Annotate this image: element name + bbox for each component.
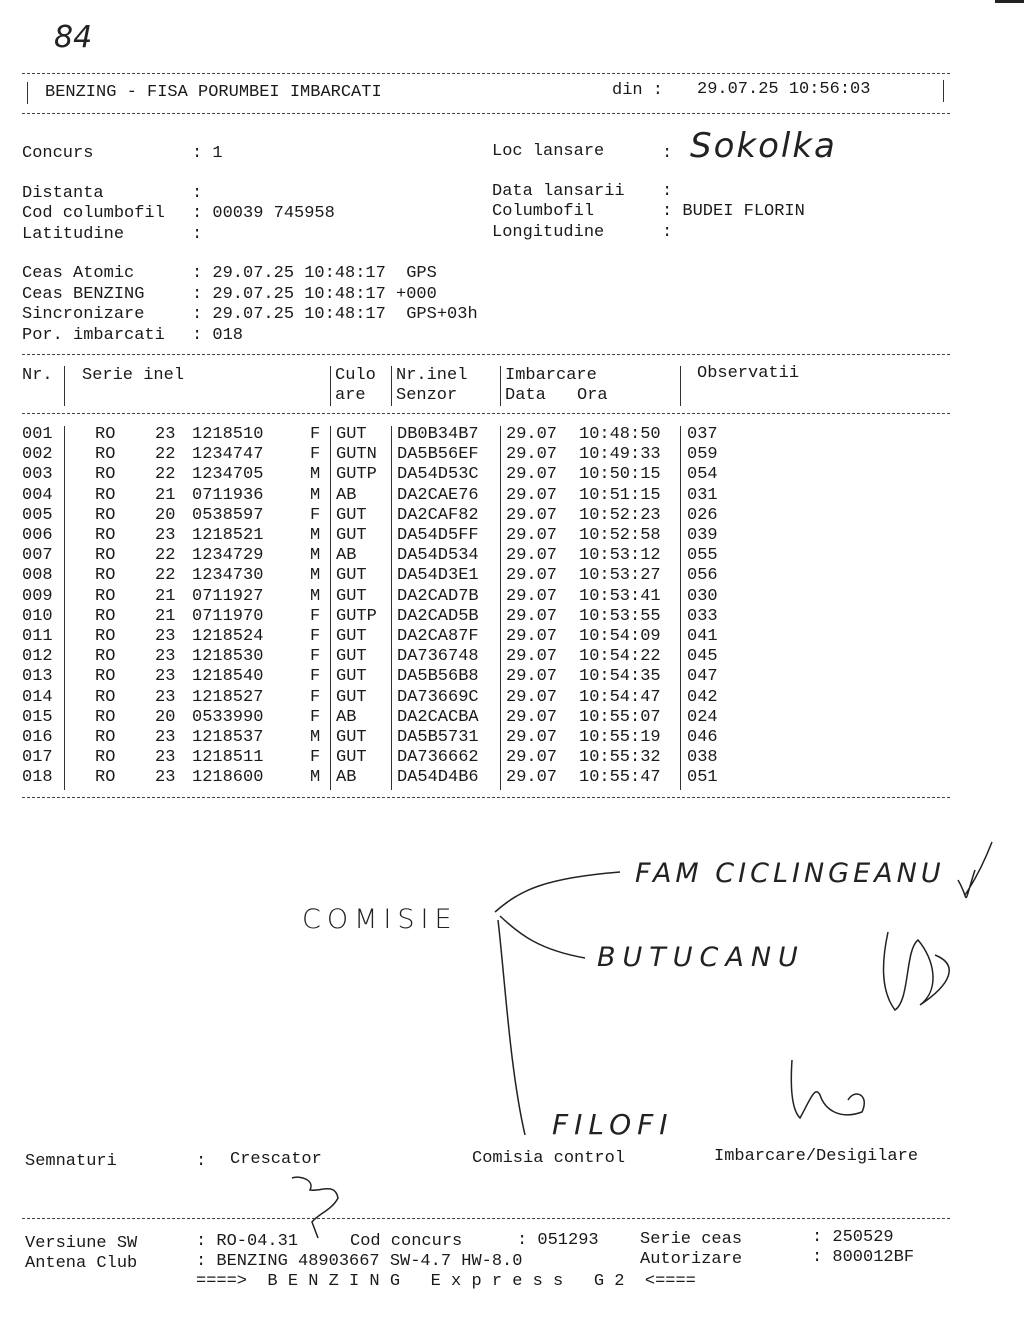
por-imbarcati-value: : 018 [192, 326, 244, 345]
row-observatii: 045 [687, 647, 718, 667]
row-tara: RO [95, 707, 116, 727]
handwritten-name-3: FILOFI [552, 1108, 674, 1141]
row-senzor: DA736748 [397, 647, 479, 667]
row-nr: 007 [22, 546, 53, 566]
row-ora: 10:54:35 [579, 667, 661, 687]
row-observatii: 033 [687, 606, 718, 626]
row-senzor: DA54D4B6 [397, 768, 479, 788]
row-tara: RO [95, 768, 116, 788]
longitudine-value: : [662, 223, 673, 242]
row-tara: RO [95, 445, 116, 465]
concurs-label: Concurs [22, 144, 94, 163]
row-tara: RO [95, 687, 116, 707]
row-sex: M [310, 546, 321, 566]
row-sex: M [310, 768, 321, 788]
row-sex: M [310, 586, 321, 606]
data-lansarii-value: : [662, 182, 673, 201]
col-header-nr: Nr. [22, 366, 53, 385]
loc-lansare-sep: : [662, 144, 673, 163]
row-tara: RO [95, 465, 116, 485]
row-ora: 10:49:33 [579, 445, 661, 465]
row-culoare: GUTN [336, 445, 377, 465]
row-tara: RO [95, 526, 116, 545]
row-tara: RO [95, 647, 116, 667]
row-observatii: 059 [687, 445, 718, 465]
row-data: 29.07 [506, 728, 558, 747]
row-sex: F [310, 606, 321, 626]
document-title: BENZING - FISA PORUMBEI IMBARCATI [45, 83, 382, 102]
row-tara: RO [95, 546, 116, 566]
distanta-label: Distanta [22, 184, 104, 203]
row-senzor: DA2CA87F [397, 627, 479, 646]
row-observatii: 047 [687, 667, 718, 687]
row-observatii: 026 [687, 505, 718, 525]
crescator-label: Crescator [230, 1150, 322, 1169]
row-sex: F [310, 425, 321, 444]
row-data: 29.07 [506, 465, 558, 485]
row-an: 23 [155, 687, 176, 707]
row-culoare: GUT [336, 667, 367, 687]
row-data: 29.07 [506, 687, 558, 707]
row-sex: F [310, 505, 321, 525]
row-nr: 008 [22, 566, 53, 586]
row-culoare: GUTP [336, 465, 377, 485]
row-data: 29.07 [506, 425, 558, 444]
row-ora: 10:54:47 [579, 687, 661, 707]
row-sex: F [310, 748, 321, 768]
row-ora: 10:53:55 [579, 606, 661, 626]
row-tara: RO [95, 566, 116, 586]
row-nr: 010 [22, 606, 53, 626]
row-inel: 1218530 [192, 647, 264, 667]
row-an: 22 [155, 546, 176, 566]
latitudine-label: Latitudine [22, 225, 125, 244]
row-data: 29.07 [506, 667, 558, 687]
row-tara: RO [95, 606, 116, 626]
row-culoare: GUT [336, 505, 367, 525]
ceas-benzing-value: : 29.07.25 10:48:17 +000 [192, 285, 437, 304]
row-an: 23 [155, 526, 176, 545]
por-imbarcati-label: Por. imbarcati [22, 326, 165, 345]
row-nr: 005 [22, 505, 53, 525]
semnaturi-sep: : [196, 1152, 207, 1171]
versiune-label: Versiune SW [25, 1234, 138, 1253]
row-observatii: 031 [687, 485, 718, 505]
handwritten-comisie: COMISIE [302, 904, 458, 935]
row-nr: 016 [22, 728, 53, 747]
autorizare-value: : 800012BF [812, 1248, 915, 1267]
semnaturi-label: Semnaturi [25, 1152, 117, 1171]
row-culoare: GUTP [336, 606, 377, 626]
row-sex: M [310, 566, 321, 586]
row-ora: 10:50:15 [579, 465, 661, 485]
row-senzor: DB0B34B7 [397, 425, 479, 444]
row-observatii: 038 [687, 748, 718, 768]
row-sex: F [310, 707, 321, 727]
row-sex: M [310, 485, 321, 505]
row-nr: 015 [22, 707, 53, 727]
row-senzor: DA54D53C [397, 465, 479, 485]
row-an: 21 [155, 606, 176, 626]
row-an: 23 [155, 667, 176, 687]
row-sex: F [310, 627, 321, 646]
comisia-control-label: Comisia control [472, 1149, 626, 1168]
row-ora: 10:52:23 [579, 505, 661, 525]
row-culoare: GUT [336, 526, 367, 545]
row-sex: F [310, 687, 321, 707]
versiune-value: : RO-04.31 [196, 1232, 299, 1251]
row-culoare: AB [336, 768, 357, 788]
row-an: 23 [155, 425, 176, 444]
row-an: 22 [155, 445, 176, 465]
row-observatii: 046 [687, 728, 718, 747]
row-ora: 10:53:12 [579, 546, 661, 566]
row-ora: 10:52:58 [579, 526, 661, 545]
row-data: 29.07 [506, 768, 558, 788]
col-header-nr-inel-1: Nr.inel [396, 366, 468, 385]
row-senzor: DA2CAF82 [397, 505, 479, 525]
benzing-banner: ====> B E N Z I N G E x p r e s s G 2 <==== [196, 1272, 696, 1291]
row-inel: 1218600 [192, 768, 264, 788]
col-header-nr-inel-2: Senzor [396, 386, 458, 405]
row-an: 22 [155, 566, 176, 586]
row-an: 20 [155, 505, 176, 525]
row-inel: 1218510 [192, 425, 264, 444]
sincronizare-value: : 29.07.25 10:48:17 GPS+03h [192, 305, 478, 324]
row-culoare: GUT [336, 586, 367, 606]
row-inel: 1234730 [192, 566, 264, 586]
row-senzor: DA736662 [397, 748, 479, 768]
row-culoare: AB [336, 485, 357, 505]
handwritten-name-2: BUTUCANU [597, 942, 805, 973]
row-data: 29.07 [506, 445, 558, 465]
row-ora: 10:55:47 [579, 768, 661, 788]
row-an: 21 [155, 485, 176, 505]
row-data: 29.07 [506, 627, 558, 646]
columbofil-value: : BUDEI FLORIN [662, 202, 805, 221]
row-senzor: DA5B56B8 [397, 667, 479, 687]
loc-lansare-handwritten: Sokolka [690, 126, 837, 166]
row-nr: 001 [22, 425, 53, 444]
col-header-culoare-2: are [335, 386, 366, 405]
row-senzor: DA5B5731 [397, 728, 479, 747]
row-inel: 1234729 [192, 546, 264, 566]
row-an: 23 [155, 748, 176, 768]
row-inel: 1234747 [192, 445, 264, 465]
row-data: 29.07 [506, 606, 558, 626]
row-tara: RO [95, 586, 116, 606]
row-an: 23 [155, 647, 176, 667]
longitudine-label: Longitudine [492, 223, 605, 242]
row-sex: F [310, 667, 321, 687]
row-nr: 013 [22, 667, 53, 687]
loc-lansare-label: Loc lansare [492, 142, 605, 161]
din-label: din : [612, 81, 664, 100]
handwritten-name-1: FAM CICLINGEANU [635, 858, 945, 889]
col-header-serie-inel: Serie inel [82, 366, 185, 385]
col-header-data: Data [505, 386, 546, 405]
col-header-observatii: Observatii [697, 364, 800, 383]
row-tara: RO [95, 667, 116, 687]
row-an: 23 [155, 627, 176, 646]
row-sex: M [310, 465, 321, 485]
row-sex: M [310, 728, 321, 747]
row-senzor: DA5B56EF [397, 445, 479, 465]
row-an: 23 [155, 768, 176, 788]
row-ora: 10:53:27 [579, 566, 661, 586]
cod-concurs-label: Cod concurs [350, 1232, 463, 1251]
footer-top-rule [22, 1218, 950, 1219]
row-culoare: AB [336, 707, 357, 727]
row-ora: 10:55:32 [579, 748, 661, 768]
row-data: 29.07 [506, 546, 558, 566]
row-nr: 014 [22, 687, 53, 707]
row-sex: F [310, 445, 321, 465]
row-tara: RO [95, 425, 116, 444]
row-data: 29.07 [506, 566, 558, 586]
serie-ceas-value: : 250529 [812, 1228, 894, 1247]
row-ora: 10:55:19 [579, 728, 661, 747]
row-nr: 017 [22, 748, 53, 768]
row-ora: 10:53:41 [579, 586, 661, 606]
row-culoare: GUT [336, 566, 367, 586]
cod-concurs-value: : 051293 [517, 1231, 599, 1250]
row-nr: 011 [22, 627, 53, 646]
concurs-value: : 1 [192, 144, 223, 163]
row-observatii: 051 [687, 768, 718, 788]
serie-ceas-label: Serie ceas [640, 1230, 743, 1249]
row-observatii: 056 [687, 566, 718, 586]
row-nr: 009 [22, 586, 53, 606]
row-ora: 10:48:50 [579, 425, 661, 444]
row-senzor: DA2CACBA [397, 707, 479, 727]
data-lansarii-label: Data lansarii [492, 182, 625, 201]
row-nr: 003 [22, 465, 53, 485]
sincronizare-label: Sincronizare [22, 305, 145, 324]
row-inel: 0538597 [192, 505, 264, 525]
row-data: 29.07 [506, 505, 558, 525]
row-observatii: 030 [687, 586, 718, 606]
scan-edge-mark [995, 0, 1024, 3]
row-ora: 10:54:09 [579, 627, 661, 646]
row-data: 29.07 [506, 586, 558, 606]
row-senzor: DA73669C [397, 687, 479, 707]
row-an: 20 [155, 707, 176, 727]
row-observatii: 042 [687, 687, 718, 707]
row-nr: 012 [22, 647, 53, 667]
row-nr: 002 [22, 445, 53, 465]
row-ora: 10:54:22 [579, 647, 661, 667]
row-inel: 0711936 [192, 485, 264, 505]
row-an: 21 [155, 586, 176, 606]
ceas-benzing-label: Ceas BENZING [22, 285, 145, 304]
antena-label: Antena Club [25, 1254, 138, 1273]
ceas-atomic-value: : 29.07.25 10:48:17 GPS [192, 264, 437, 283]
din-value: 29.07.25 10:56:03 [697, 80, 871, 99]
row-data: 29.07 [506, 485, 558, 505]
row-culoare: GUT [336, 687, 367, 707]
row-nr: 006 [22, 526, 53, 545]
row-tara: RO [95, 627, 116, 646]
antena-value: : BENZING 48903667 SW-4.7 HW-8.0 [196, 1252, 523, 1271]
row-inel: 1218527 [192, 687, 264, 707]
row-nr: 004 [22, 485, 53, 505]
row-sex: M [310, 526, 321, 545]
row-nr: 018 [22, 768, 53, 788]
row-ora: 10:51:15 [579, 485, 661, 505]
row-inel: 1218521 [192, 526, 264, 545]
row-culoare: GUT [336, 748, 367, 768]
row-tara: RO [95, 728, 116, 747]
row-tara: RO [95, 485, 116, 505]
row-data: 29.07 [506, 647, 558, 667]
col-header-imbarcare: Imbarcare [505, 366, 597, 385]
row-data: 29.07 [506, 707, 558, 727]
row-inel: 1218537 [192, 728, 264, 747]
row-data: 29.07 [506, 526, 558, 545]
page-number-handwritten: 84 [54, 20, 93, 55]
columbofil-label: Columbofil [492, 202, 595, 221]
row-culoare: GUT [336, 728, 367, 747]
row-culoare: GUT [336, 425, 367, 444]
row-culoare: GUT [336, 627, 367, 646]
row-senzor: DA2CAE76 [397, 485, 479, 505]
row-inel: 0711927 [192, 586, 264, 606]
row-inel: 1218524 [192, 627, 264, 646]
row-culoare: AB [336, 546, 357, 566]
row-inel: 0711970 [192, 606, 264, 626]
row-observatii: 055 [687, 546, 718, 566]
row-observatii: 037 [687, 425, 718, 444]
row-senzor: DA54D3E1 [397, 566, 479, 586]
row-observatii: 024 [687, 707, 718, 727]
row-senzor: DA54D534 [397, 546, 479, 566]
latitudine-value: : [192, 225, 203, 244]
row-observatii: 039 [687, 526, 718, 545]
row-ora: 10:55:07 [579, 707, 661, 727]
row-data: 29.07 [506, 748, 558, 768]
autorizare-label: Autorizare [640, 1250, 743, 1269]
row-senzor: DA54D5FF [397, 526, 479, 545]
ceas-atomic-label: Ceas Atomic [22, 264, 135, 283]
row-inel: 1218511 [192, 748, 264, 768]
row-inel: 1234705 [192, 465, 264, 485]
row-an: 23 [155, 728, 176, 747]
distanta-value: : [192, 184, 203, 203]
col-header-ora: Ora [577, 386, 608, 405]
cod-columbofil-value: : 00039 745958 [192, 204, 335, 223]
row-an: 22 [155, 465, 176, 485]
row-sex: F [310, 647, 321, 667]
row-tara: RO [95, 505, 116, 525]
row-senzor: DA2CAD5B [397, 606, 479, 626]
row-observatii: 054 [687, 465, 718, 485]
row-inel: 1218540 [192, 667, 264, 687]
cod-columbofil-label: Cod columbofil [22, 204, 165, 223]
row-inel: 0533990 [192, 707, 264, 727]
row-observatii: 041 [687, 627, 718, 646]
row-senzor: DA2CAD7B [397, 586, 479, 606]
imbarcare-desigilare-label: Imbarcare/Desigilare [714, 1147, 919, 1166]
row-culoare: GUT [336, 647, 367, 667]
row-tara: RO [95, 748, 116, 768]
col-header-culoare-1: Culo [335, 366, 376, 385]
